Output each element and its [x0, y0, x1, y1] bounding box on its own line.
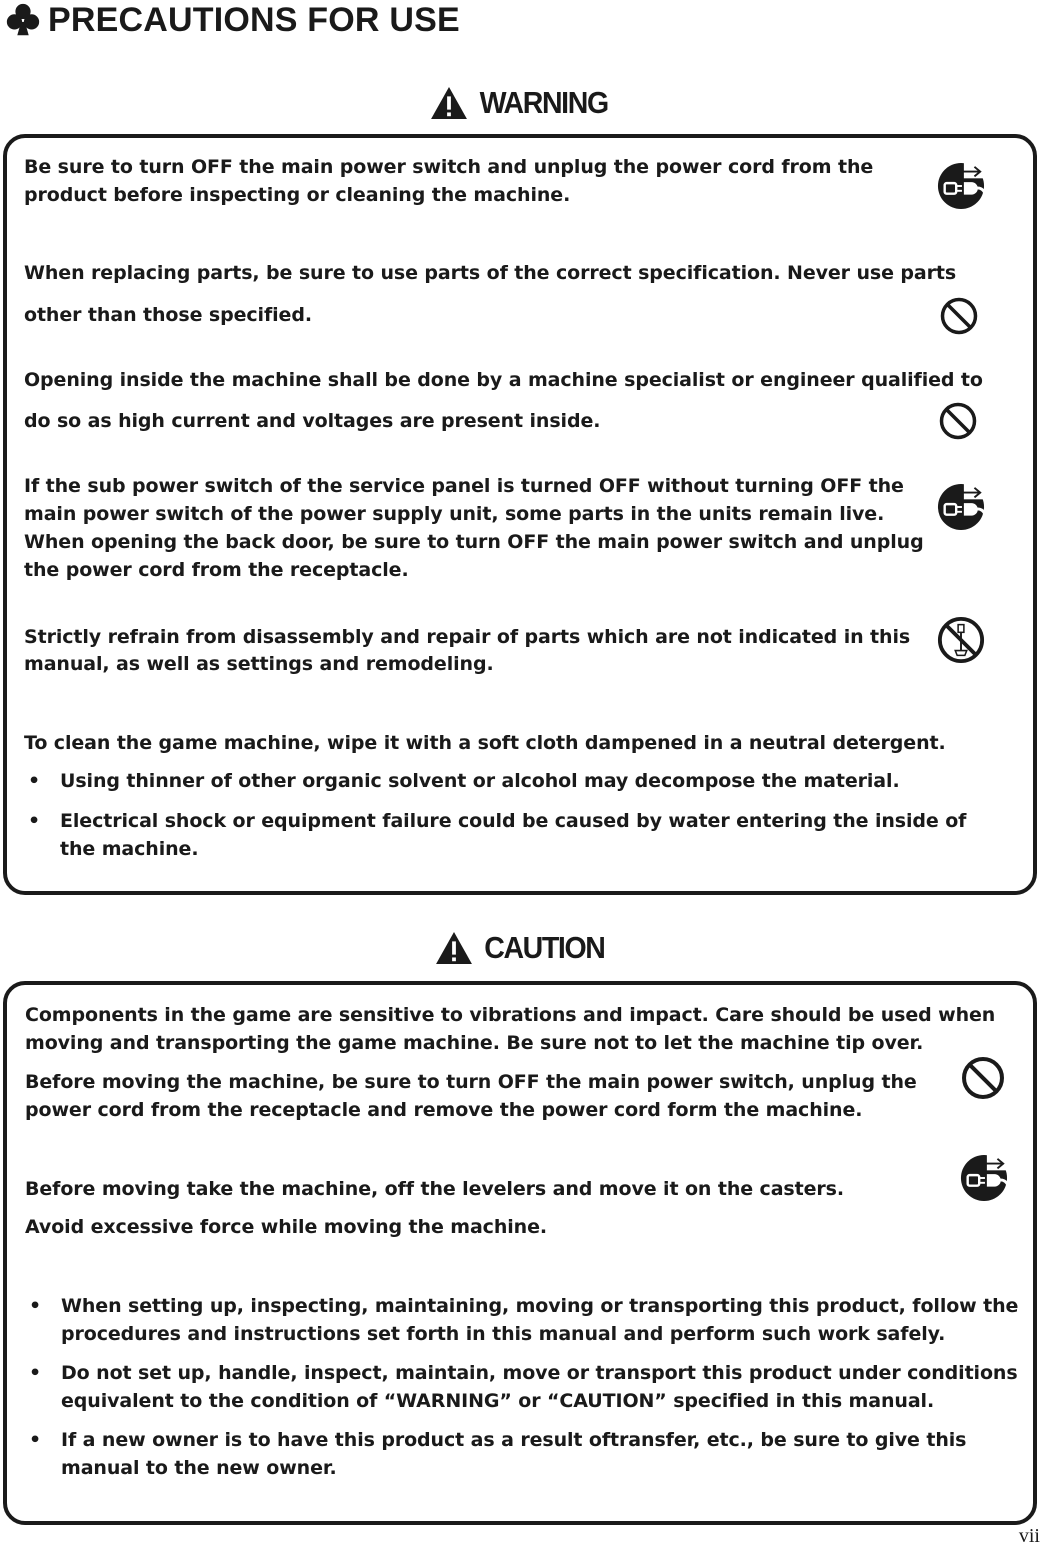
caution-item-text: Before moving take the machine, off the levelers and move it on the casters. [25, 1178, 845, 1200]
cleaning-bullet-text: Electrical shock or equipment failure could be caused by water entering the inside of [60, 810, 967, 832]
caution-triangle-icon [435, 931, 473, 965]
club-icon [4, 1, 42, 39]
bullet-mark: • [29, 1295, 42, 1317]
caution-bullet-text: When setting up, inspecting, maintaining, moving or transporting this product, follow the [61, 1295, 1019, 1317]
unplug-icon [937, 162, 985, 210]
warning-item-text: other than those specified. [24, 304, 312, 326]
caution-bullet-text: equivalent to the condition of “WARNING” or “CAUTION” specified in this manual. [61, 1390, 935, 1412]
unplug-icon [937, 483, 985, 531]
caution-item-text: Avoid excessive force while moving the machine. [25, 1216, 548, 1238]
warning-item-text: When opening the back door, be sure to turn OFF the main power switch and unplug [24, 531, 924, 553]
caution-bullet-text: procedures and instructions set forth in this manual and perform such work safely. [61, 1323, 946, 1345]
warning-item-text: product before inspecting or cleaning the machine. [24, 184, 571, 206]
warning-item-text: do so as high current and voltages are present inside. [24, 410, 601, 432]
cleaning-bullet-text: Using thinner of other organic solvent or alcohol may decompose the material. [60, 770, 900, 792]
unplug-icon [960, 1154, 1008, 1202]
warning-item-text: Opening inside the machine shall be done by a machine specialist or engineer qualified to [24, 369, 983, 391]
caution-heading-label: CAUTION [483, 930, 605, 965]
caution-item-text: moving and transporting the game machine. Be sure not to let the machine tip over. [25, 1032, 924, 1054]
warning-item-text: the power cord from the receptacle. [24, 559, 409, 581]
no-disassembly-icon [937, 616, 985, 664]
warning-item-text: If the sub power switch of the service panel is turned OFF without turning OFF the [24, 475, 904, 497]
prohibited-icon [939, 296, 979, 336]
caution-bullet-text: Do not set up, handle, inspect, maintain, move or transport this product under conditions [61, 1362, 1018, 1384]
bullet-mark: • [28, 810, 41, 832]
bullet-mark: • [29, 1429, 42, 1451]
caution-bullet-text: manual to the new owner. [61, 1457, 337, 1479]
caution-item-text: power cord from the receptacle and remove the power cord form the machine. [25, 1099, 863, 1121]
warning-item-text: manual, as well as settings and remodeling. [24, 653, 494, 675]
warning-heading [0, 84, 1044, 122]
caution-heading [0, 929, 1044, 967]
warning-item-text: Strictly refrain from disassembly and repair of parts which are not indicated in this [24, 626, 911, 648]
bullet-mark: • [29, 1362, 42, 1384]
cleaning-lead: To clean the game machine, wipe it with a soft cloth dampened in a neutral detergent. [24, 732, 946, 754]
bullet-mark: • [28, 770, 41, 792]
warning-item-text: main power switch of the power supply unit, some parts in the units remain live. [24, 503, 885, 525]
page-title [4, 0, 460, 40]
caution-item-text: Components in the game are sensitive to vibrations and impact. Care should be used when [25, 1004, 996, 1026]
warning-item-text: When replacing parts, be sure to use parts of the correct specification. Never use parts [24, 262, 957, 284]
warning-heading-label: WARNING [479, 85, 609, 120]
caution-bullet-text: If a new owner is to have this product as a result oftransfer, etc., be sure to give this [61, 1429, 967, 1451]
cleaning-bullet-text: the machine. [60, 838, 199, 860]
warning-item-text: Be sure to turn OFF the main power switch and unplug the power cord from the [24, 156, 874, 178]
prohibited-icon [960, 1055, 1006, 1101]
page-number: vii [1018, 1525, 1040, 1547]
prohibited-icon [938, 401, 978, 441]
caution-item-text: Before moving the machine, be sure to turn OFF the main power switch, unplug the [25, 1071, 917, 1093]
warning-triangle-icon [430, 86, 468, 120]
page-title-text: PRECAUTIONS FOR USE [48, 1, 460, 39]
